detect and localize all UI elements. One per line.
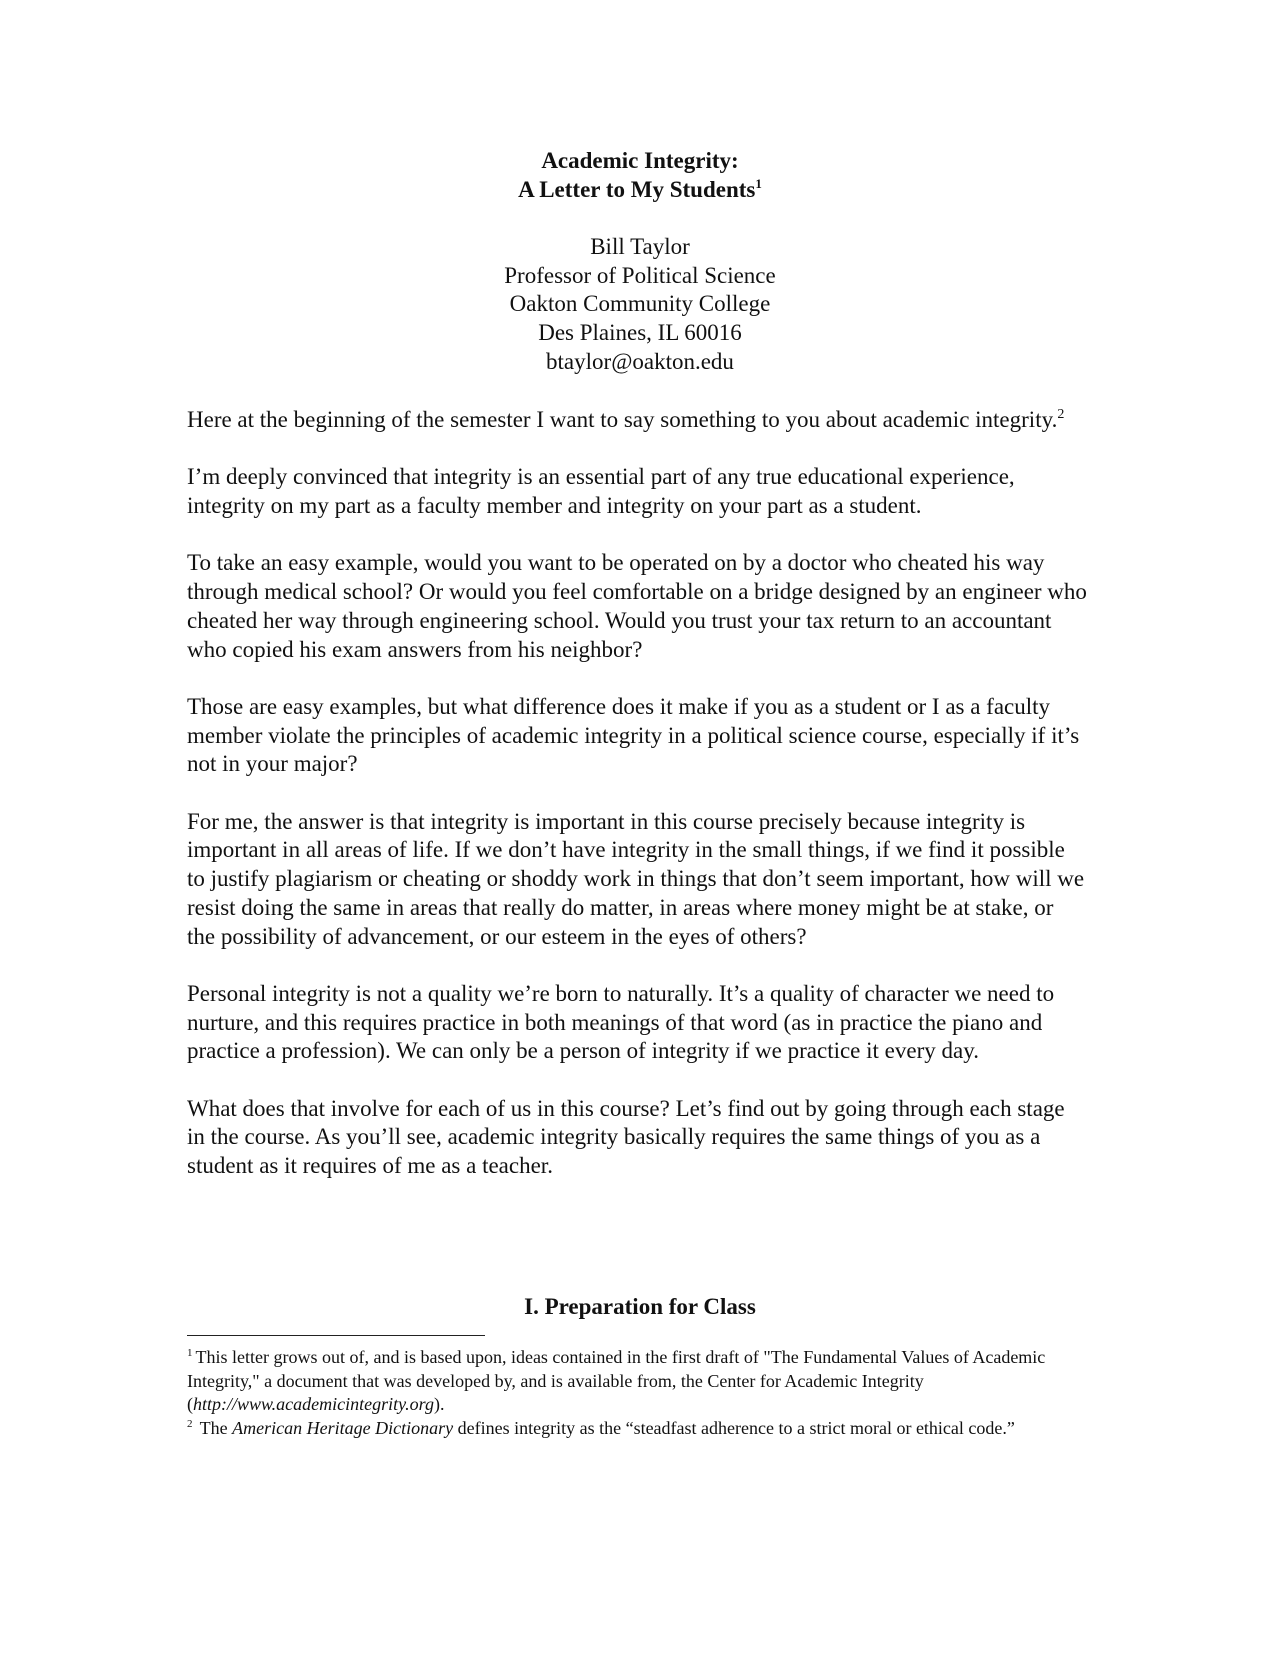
title-line-2 (0, 175, 1280, 204)
paragraph: I’m deeply convinced that integrity is an essential part of any true educational experience, integrity on my part as a faculty member and integrity on your part as a student. (187, 464, 1015, 519)
paragraph-text: Here at the beginning of the semester I want to say something to you about academic integrity. (187, 407, 1058, 432)
paragraph: Those are easy examples, but what difference does it make if you as a student or I as a faculty member violate the principles of academic integrity in a political science course, especially if it’s not in your major? (187, 693, 1080, 777)
footnote-ref-2[interactable]: 2 (1057, 407, 1065, 422)
author-block (0, 233, 1280, 377)
footnote-divider (187, 1335, 485, 1336)
footnote-1-link[interactable]: http://www.academicintegrity.org (193, 1394, 434, 1414)
author-email[interactable]: btaylor@oakton.edu (546, 348, 734, 374)
footnote-1-text: This letter grows out of, and is based upon, ideas contained in the first draft of "The Fundamental Values of Academic Integrity," a document that was developed by, and is available from, the Center for Academic Integrity ( (187, 1347, 1046, 1414)
paragraph: For me, the answer is that integrity is important in this course precisely because integrity is important in all areas of life. If we don’t have integrity in the small things, if we find it possible to justify plagiarism or cheating or shoddy work in things that don’t seem important, how will we resist doing the same in areas that really do matter, in areas where money might be at stake, or the possibility of advancement, or our esteem in the eyes of others? (187, 808, 1085, 949)
title-text-1: Academic Integrity: (541, 148, 739, 173)
title-text-2: A Letter to My Students (518, 177, 756, 202)
author-position: Professor of Political Science (504, 262, 776, 288)
footnote-2 (187, 1417, 1087, 1441)
title-line-1 (0, 146, 1280, 175)
footnote-2-text-end: defines integrity as the “steadfast adherence to a strict moral or ethical code.” (453, 1417, 1015, 1438)
paragraph: What does that involve for each of us in this course? Let’s find out by going through each stage in the course. As you’ll see, academic integrity basically requires the same things of you as a student as it requires of me as a teacher. (187, 1095, 1065, 1179)
footnote-ref-1[interactable]: 1 (755, 176, 762, 191)
footnote-1 (187, 1346, 1087, 1417)
footnote-2-text: The (195, 1417, 233, 1438)
paragraph: Personal integrity is not a quality we’re born to naturally. It’s a quality of character we need to nurture, and this requires practice in both meanings of that word (as in practice the piano and practice a profession). We can only be a person of integrity if we practice it every day. (187, 980, 1055, 1064)
footnote-1-text-end: ). (433, 1394, 445, 1414)
letter-body (187, 406, 1087, 1210)
paragraph (187, 406, 1087, 435)
paragraph: To take an easy example, would you want to be operated on by a doctor who cheated his way through medical school? Or would you feel comfortable on a bridge designed by an engineer who cheated her way through engineering school. Would you trust your tax return to an accountant who copied his exam answers from his neighbor? (187, 550, 1087, 662)
author-name: Bill Taylor (590, 234, 690, 259)
footnote-2-italic: American Heritage Dictionary (232, 1417, 454, 1438)
author-city: Des Plaines, IL 60016 (538, 320, 742, 346)
footnote-marker-1: 1 (187, 1347, 193, 1359)
section-heading: I. Preparation for Class (524, 1294, 756, 1319)
footnote-marker-2: 2 (187, 1417, 193, 1430)
footnotes (187, 1346, 1087, 1440)
author-institution: Oakton Community College (509, 291, 771, 317)
